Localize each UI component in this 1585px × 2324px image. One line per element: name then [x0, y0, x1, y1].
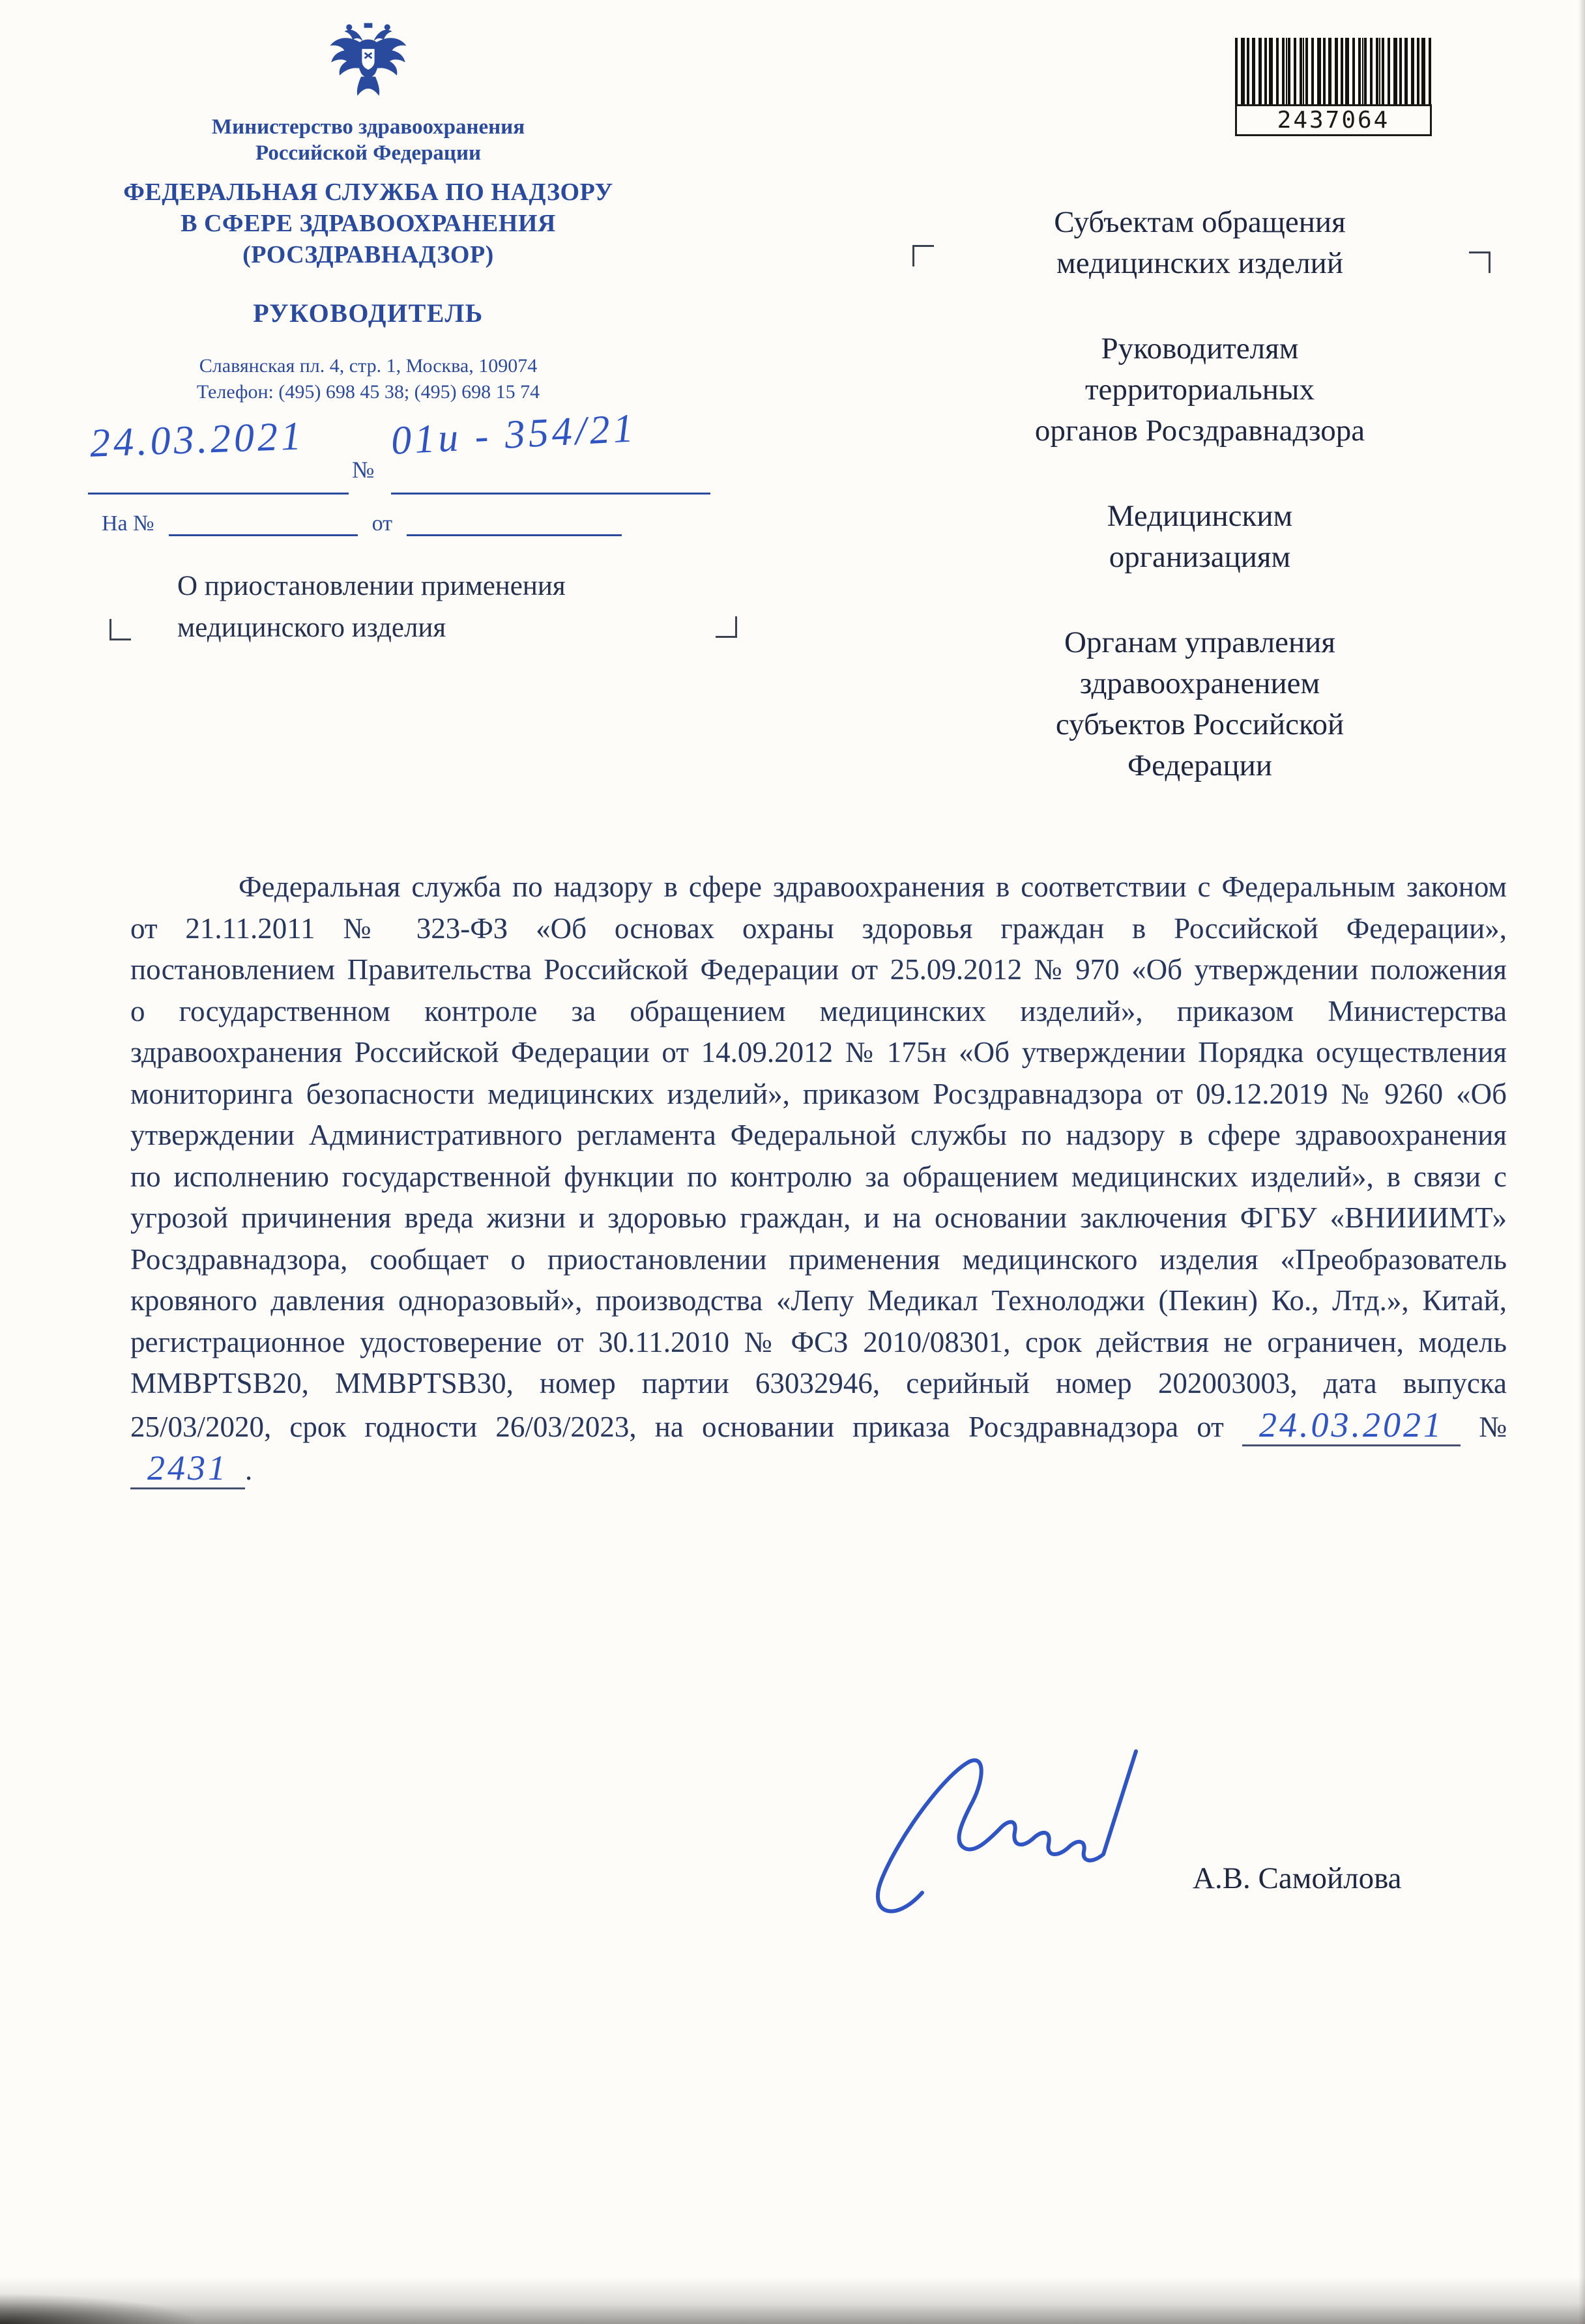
subject-line1: О приостановлении применения — [177, 571, 566, 601]
signatory-name: А.В. Самойлова — [1193, 1861, 1402, 1895]
letter-body — [130, 867, 1507, 1491]
order-number-handwritten: 2431 — [130, 1448, 245, 1489]
ref-date-blank — [407, 509, 622, 536]
letterhead — [73, 20, 663, 405]
handwritten-signature — [844, 1720, 1170, 1929]
barcode-number: 2437064 — [1235, 104, 1432, 136]
outgoing-number-handwritten: 01и - 354/21 — [390, 406, 638, 463]
addressee-line: организациям — [1109, 540, 1291, 574]
subject-block — [177, 566, 725, 649]
service-name-line2: В СФЕРЕ ЗДРАВООХРАНЕНИЯ — [181, 210, 556, 237]
ministry-name-line1: Министерство здравоохранения — [211, 115, 525, 139]
subject-line2: медицинского изделия — [177, 612, 446, 643]
addressee-group — [909, 622, 1490, 786]
addressee-line: Медицинским — [1107, 499, 1293, 533]
addressee-line: медицинских изделий — [1056, 246, 1343, 280]
scan-edge-bottom — [0, 2277, 1585, 2324]
corner-mark-subject-right — [716, 616, 737, 638]
barcode — [1235, 38, 1432, 136]
ref-from-label: от — [371, 511, 393, 536]
addressee-block — [909, 202, 1490, 831]
addressee-group — [909, 328, 1490, 452]
addressee-line: Руководителям — [1101, 332, 1299, 366]
letterhead-address: Славянская пл. 4, стр. 1, Москва, 109074 — [199, 355, 538, 377]
body-text: Федеральная служба по надзору в сфере здравоохранения в соответствии с Федеральным законом от 21.11.2011 № 323-ФЗ «Об основах охраны здоровья граждан в Российской Федерации», постановлением Правительства Российской Федерации от 25.09.2012 № 970 «Об утверждении положения о государственном контроле за обращением медицинских изделий», приказом Министерства здравоохранения Российской Федерации от 14.09.2012 № 175н «Об утверждении Порядка осуществления мониторинга безопасности медицинских изделий», приказом Росздравнадзора от 09.12.2019 № 9260 «Об утверждении Административного регламента Федеральной службы по надзору в сфере здравоохранения по исполнению государственной функции по контролю за обращением медицинских изделий», в связи с угрозой причинения вреда жизни и здоровью граждан, и на основании заключения ФГБУ «ВНИИИМТ» Росздравнадзора, сообщает о приостановлении применения медицинского изделия «Преобразователь кровяного давления одноразовый», производства «Лепу Медикал Технолоджи (Пекин) Ко., Лтд.», Китай, регистрационное удостоверение от 30.11.2010 № ФСЗ 2010/08301, срок действия не ограничен, модель MMBPTSB20, MMBPTSB30, номер партии 63032946, серийный номер 202003003, дата выпуска 25/03/2020, срок годности 26/03/2023, на основании приказа Росздравнадзора от — [130, 870, 1507, 1443]
body-period: . — [245, 1454, 253, 1486]
letterhead-phone: Телефон: (495) 698 45 38; (495) 698 15 74 — [196, 381, 540, 403]
addressee-line: Федерации — [1127, 749, 1272, 782]
order-number-sign: № — [1479, 1410, 1507, 1443]
position-title: РУКОВОДИТЕЛЬ — [253, 298, 484, 328]
body-paragraph — [130, 867, 1507, 1491]
ref-label: На № — [102, 511, 154, 536]
outgoing-date-line — [88, 493, 349, 495]
addressee-line: органов Росздравнадзора — [1034, 414, 1365, 448]
barcode-bars — [1235, 38, 1432, 104]
ref-number-blank — [169, 509, 358, 536]
addressee-line: здравоохранением — [1079, 667, 1320, 700]
outgoing-number-line — [391, 493, 710, 495]
addressee-line: субъектов Российской — [1055, 708, 1345, 741]
addressee-line: Органам управления — [1064, 625, 1335, 659]
ministry-name-line2: Российской Федерации — [255, 141, 481, 165]
addressee-line: Субъектам обращения — [1054, 205, 1346, 239]
reference-row — [102, 509, 622, 536]
outgoing-number-sign: № — [352, 457, 375, 483]
addressee-line: территориальных — [1084, 373, 1315, 407]
corner-mark-subject-left — [109, 619, 131, 640]
scan-edge-right — [1578, 0, 1585, 2324]
addressee-group — [909, 202, 1490, 284]
service-name-line1: ФЕДЕРАЛЬНАЯ СЛУЖБА ПО НАДЗОРУ — [123, 179, 613, 206]
outgoing-date-handwritten: 24.03.2021 — [89, 414, 306, 466]
order-date-handwritten: 24.03.2021 — [1242, 1405, 1461, 1446]
service-name-line3: (РОСЗДРАВНАДЗОР) — [242, 241, 494, 268]
russia-coat-of-arms-icon — [327, 20, 410, 102]
addressee-group — [909, 496, 1490, 578]
scan-corner-bottom-left — [0, 2294, 196, 2324]
